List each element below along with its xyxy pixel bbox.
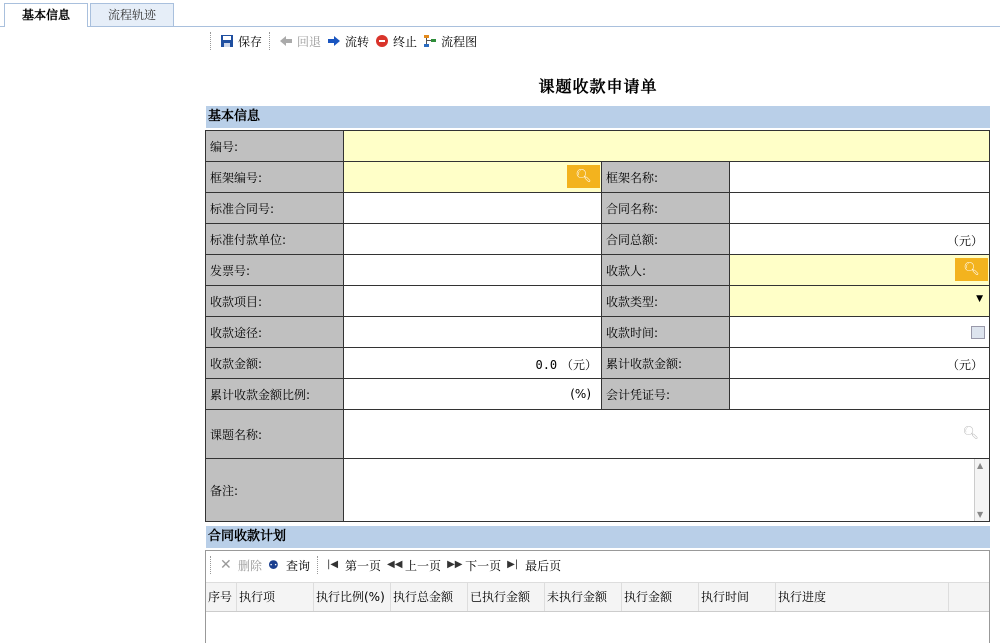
tab-process-trace[interactable]: 流程轨迹 (90, 3, 174, 26)
search-icon[interactable]: 🔍︎ (962, 426, 980, 441)
save-icon (220, 34, 234, 48)
search-icon[interactable]: 🔍︎ (567, 165, 600, 188)
last-page-icon: ▶| (507, 559, 519, 570)
invoice-number-input[interactable] (344, 255, 602, 286)
prev-page-label: 上一页 (405, 558, 442, 573)
payee-input[interactable] (730, 255, 990, 286)
field-label: 收款项目: (206, 286, 344, 317)
field-label: 备注: (206, 459, 344, 522)
remarks-textarea[interactable] (344, 459, 990, 522)
calendar-icon[interactable] (971, 326, 985, 339)
delete-label: 删除 (238, 558, 263, 573)
form-row (206, 224, 990, 255)
query-label: 查询 (286, 558, 311, 573)
unit-label: （元） (560, 358, 597, 372)
forward-label: 流转 (345, 34, 370, 49)
field-label: 框架编号: (206, 162, 344, 193)
form-title: 课题收款申请单 (538, 77, 658, 96)
delete-button[interactable] (217, 554, 265, 576)
grid-toolbar (206, 553, 564, 577)
toolbar-separator (210, 556, 213, 574)
binoculars-icon: ⚉ (268, 558, 279, 572)
field-label: 收款金额: (206, 348, 344, 379)
chevron-down-icon[interactable]: ▼ (976, 294, 984, 304)
scroll-up-icon[interactable]: ▲ (977, 461, 984, 470)
field-label: 会计凭证号: (602, 379, 730, 410)
next-page-button[interactable] (444, 554, 504, 576)
amount-value: 0.0 (535, 358, 558, 372)
query-button[interactable] (265, 554, 313, 576)
project-name-input[interactable] (344, 410, 990, 459)
receipt-type-select[interactable] (730, 286, 990, 317)
toolbar-separator (269, 32, 272, 50)
arrow-right-icon (327, 34, 341, 48)
form-row (206, 255, 990, 286)
form-row (206, 317, 990, 348)
form-row (206, 348, 990, 379)
section-header-plan: 合同收款计划 (206, 526, 990, 548)
next-page-icon: ▶▶ (447, 559, 463, 570)
payment-plan-grid (205, 550, 990, 643)
framework-number-input[interactable] (344, 162, 602, 193)
field-label: 发票号: (206, 255, 344, 286)
contract-name-input[interactable] (730, 193, 990, 224)
field-label: 累计收款金额: (602, 348, 730, 379)
unit-label: （元） (947, 358, 984, 372)
form-toolbar (206, 27, 480, 55)
framework-name-input[interactable] (730, 162, 990, 193)
first-page-label: 第一页 (345, 558, 382, 573)
arrow-left-icon (279, 34, 293, 48)
toolbar-separator (317, 556, 320, 574)
last-page-label: 最后页 (525, 558, 562, 573)
field-label: 标准付款单位: (206, 224, 344, 255)
form-row (206, 131, 990, 162)
prev-page-button[interactable] (384, 554, 444, 576)
column-header[interactable]: 未执行金额 (545, 583, 622, 611)
form-row (206, 162, 990, 193)
form-row (206, 379, 990, 410)
number-input[interactable] (344, 131, 990, 162)
unit-label: （元） (947, 234, 984, 248)
column-header[interactable]: 已执行金额 (468, 583, 545, 611)
receipt-amount-input[interactable] (344, 348, 602, 379)
column-header[interactable]: 执行时间 (699, 583, 776, 611)
receipt-channel-input[interactable] (344, 317, 602, 348)
scroll-down-icon[interactable]: ▼ (977, 510, 984, 519)
form-row (206, 286, 990, 317)
search-icon[interactable]: 🔍︎ (955, 258, 988, 281)
column-header[interactable]: 执行进度 (776, 583, 949, 611)
column-header[interactable]: 执行项 (237, 583, 314, 611)
column-header[interactable]: 执行比例(%) (314, 583, 391, 611)
prev-page-icon: ◀◀ (387, 559, 403, 570)
field-label: 标准合同号: (206, 193, 344, 224)
field-label: 框架名称: (602, 162, 730, 193)
field-label: 收款途径: (206, 317, 344, 348)
contract-total-input[interactable] (730, 224, 990, 255)
field-label: 收款类型: (602, 286, 730, 317)
form-row (206, 459, 990, 522)
field-label: 合同总额: (602, 224, 730, 255)
column-header[interactable]: 序号 (206, 583, 237, 611)
tab-basic-info[interactable]: 基本信息 (4, 3, 88, 27)
standard-contract-number-input[interactable] (344, 193, 602, 224)
flowchart-button[interactable] (420, 30, 480, 52)
percent-label: (%) (570, 387, 591, 401)
cumulative-amount-input[interactable] (730, 348, 990, 379)
next-page-label: 下一页 (465, 558, 502, 573)
stop-button[interactable] (372, 30, 420, 52)
stop-label: 终止 (393, 34, 418, 49)
save-label: 保存 (238, 34, 263, 49)
voucher-number-input[interactable] (730, 379, 990, 410)
tab-bar (0, 0, 1000, 27)
forward-button[interactable] (324, 30, 372, 52)
first-page-icon: |◀ (327, 559, 339, 570)
field-label: 合同名称: (602, 193, 730, 224)
grid-header (206, 582, 989, 612)
receipt-date-input[interactable] (730, 317, 990, 348)
field-label: 收款人: (602, 255, 730, 286)
basic-info-form (205, 130, 990, 522)
back-button[interactable] (276, 30, 324, 52)
last-page-button[interactable] (504, 554, 564, 576)
toolbar-separator (210, 32, 213, 50)
cumulative-ratio-input[interactable] (344, 379, 602, 410)
first-page-button[interactable] (324, 554, 384, 576)
stop-icon (375, 34, 389, 48)
form-row (206, 410, 990, 459)
field-label: 累计收款金额比例: (206, 379, 344, 410)
save-button[interactable] (217, 30, 265, 52)
receipt-item-input[interactable] (344, 286, 602, 317)
close-icon: ✕ (220, 557, 232, 573)
column-header[interactable]: 执行总金额 (391, 583, 468, 611)
section-header-basic: 基本信息 (206, 106, 990, 128)
flowchart-label: 流程图 (441, 34, 478, 49)
back-label: 回退 (297, 34, 322, 49)
scrollbar[interactable] (974, 459, 989, 521)
field-label: 编号: (206, 131, 344, 162)
flowchart-icon (423, 34, 437, 48)
field-label: 收款时间: (602, 317, 730, 348)
column-header[interactable]: 执行金额 (622, 583, 699, 611)
form-row (206, 193, 990, 224)
standard-payer-input[interactable] (344, 224, 602, 255)
amount-value-wrapper (535, 356, 597, 373)
field-label: 课题名称: (206, 410, 344, 459)
